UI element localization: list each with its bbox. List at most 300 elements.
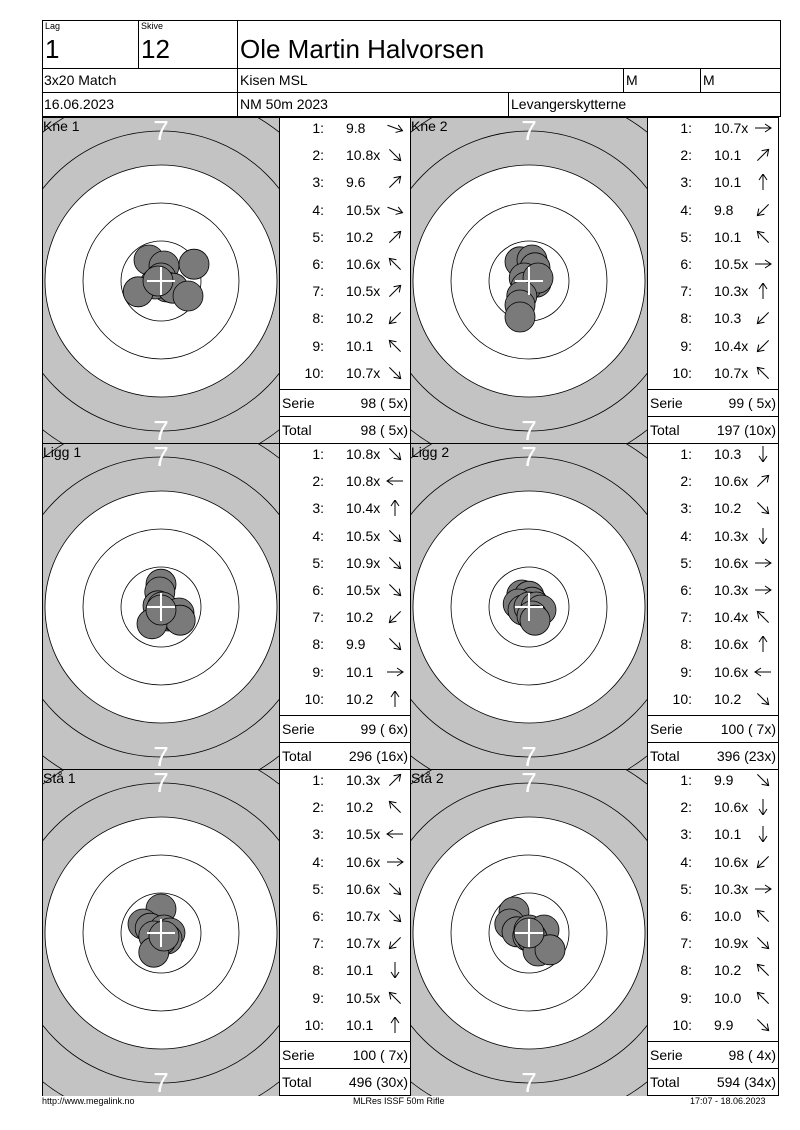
shot-score: 10.2 [346, 799, 374, 816]
shot-number: 6: [312, 582, 324, 598]
serie-label: Serie [282, 721, 315, 737]
shot-row [648, 852, 778, 872]
shot-number: 7: [680, 609, 692, 626]
direction-arrow-icon [752, 174, 774, 190]
serie-label: Serie [650, 721, 683, 737]
shot-score: 10.7x [346, 908, 381, 924]
ring-number: 7 [153, 741, 169, 770]
direction-arrow-icon [384, 500, 406, 516]
ring-number: 7 [153, 118, 169, 146]
shot-score: 10.6x [346, 256, 381, 272]
shot-score: 10.5x [346, 527, 381, 544]
divider [623, 68, 624, 92]
shot-score: 10.5x [346, 582, 381, 598]
direction-arrow-icon [752, 881, 774, 897]
direction-arrow-icon [752, 582, 774, 598]
total-label: Total [282, 1074, 312, 1090]
shot-score: 9.8 [346, 120, 366, 136]
ring-number: 7 [153, 415, 169, 444]
series-name: Kne 1 [43, 118, 80, 134]
ring-number: 8 [623, 267, 639, 298]
shot-number: 5: [680, 228, 692, 245]
direction-arrow-icon [752, 935, 774, 951]
shot-score: 10.1 [346, 962, 374, 979]
shot-score: 10.5x [346, 201, 381, 218]
direction-arrow-icon [752, 256, 774, 272]
range-name: Levangerskytterne [511, 96, 627, 112]
total-value: 496 (30x) [348, 1074, 408, 1090]
shot-number: 9: [312, 337, 324, 354]
shot-row [280, 634, 410, 654]
shot-number: 2: [312, 147, 324, 164]
direction-arrow-icon [752, 826, 774, 842]
ring-number: 8 [419, 267, 435, 298]
shot-row [280, 308, 410, 328]
shot-score: 10.5x [714, 256, 749, 272]
shot-score: 10.6x [714, 473, 749, 490]
ring-number: 8 [153, 695, 169, 726]
shot-row [280, 906, 410, 926]
shot-number: 5: [312, 554, 324, 571]
shot-number: 5: [312, 880, 324, 897]
skive-value: 12 [141, 34, 170, 64]
shot-score: 9.8 [714, 201, 734, 218]
direction-arrow-icon [384, 799, 406, 815]
total-label: Total [282, 748, 312, 764]
shot-row [648, 770, 778, 790]
shot-number: 8: [312, 636, 324, 653]
shot-row [280, 227, 410, 247]
shot-number: 7: [312, 935, 324, 952]
shot-row [648, 933, 778, 953]
shot-number: 3: [312, 826, 324, 843]
target-image [411, 770, 647, 1096]
shot-number: 9: [312, 663, 324, 680]
shot-score: 10.2 [346, 609, 374, 626]
shot-number: 8: [312, 962, 324, 979]
shot-score: 10.6x [714, 636, 749, 653]
ring-number: 8 [51, 593, 67, 624]
direction-arrow-icon [752, 664, 774, 680]
direction-arrow-icon [752, 446, 774, 462]
direction-arrow-icon [752, 229, 774, 245]
target-image [43, 770, 279, 1096]
shot-score: 10.0 [714, 989, 742, 1006]
total-label: Total [282, 422, 312, 438]
ring-number: 7 [521, 415, 537, 444]
shot-row [648, 444, 778, 464]
ring-number: 8 [255, 267, 271, 298]
shot-row [280, 879, 410, 899]
shot-row [280, 336, 410, 356]
shot-row [648, 471, 778, 491]
ring-number: 8 [623, 919, 639, 950]
footer-timestamp: 17:07 - 18.06.2023 [690, 1096, 766, 1106]
direction-arrow-icon [752, 310, 774, 326]
direction-arrow-icon [384, 147, 406, 163]
shot-row [280, 852, 410, 872]
ring-number: 8 [623, 593, 639, 624]
shot-number: 4: [312, 527, 324, 544]
direction-arrow-icon [384, 473, 406, 489]
shot-hit [520, 605, 550, 635]
shot-row [648, 200, 778, 220]
shot-number: 9: [680, 337, 692, 354]
skive-label: Skive [141, 21, 164, 31]
shot-score: 10.3 [714, 310, 742, 327]
direction-arrow-icon [384, 174, 406, 190]
shot-row [280, 1015, 410, 1035]
shot-number: 5: [680, 554, 692, 571]
shot-score: 10.6x [714, 554, 749, 571]
target-image [411, 444, 647, 770]
total-row [280, 417, 410, 443]
serie-row [648, 716, 778, 742]
shot-score: 10.7x [714, 120, 749, 136]
shot-row [648, 172, 778, 192]
shot-row [648, 607, 778, 627]
shot-score: 10.8x [346, 446, 381, 462]
ring-number: 8 [153, 489, 169, 520]
shot-score: 10.4x [714, 337, 749, 354]
shot-score: 10.9x [346, 554, 381, 571]
shot-score: 10.1 [714, 174, 742, 191]
shot-hit [179, 249, 209, 279]
shot-number: 2: [680, 147, 692, 164]
shot-number: 10: [672, 690, 692, 707]
shot-number: 4: [312, 853, 324, 870]
direction-arrow-icon [384, 664, 406, 680]
direction-arrow-icon [384, 528, 406, 544]
direction-arrow-icon [752, 365, 774, 381]
shot-row [280, 553, 410, 573]
direction-arrow-icon [384, 609, 406, 625]
shot-number: 7: [312, 283, 324, 300]
divider [700, 68, 701, 92]
direction-arrow-icon [752, 283, 774, 299]
total-row [280, 1069, 410, 1095]
ring-number: 8 [521, 369, 537, 400]
shot-score: 10.2 [346, 690, 374, 707]
shot-row [280, 933, 410, 953]
shot-row [648, 254, 778, 274]
shot-number: 1: [312, 772, 324, 788]
ring-number: 8 [521, 815, 537, 846]
shot-number: 10: [672, 364, 692, 381]
ring-number: 8 [51, 267, 67, 298]
footer-software: MLRes ISSF 50m Rifle [353, 1096, 445, 1106]
lag-label: Lag [45, 21, 61, 31]
shot-row [280, 363, 410, 383]
program-name: 3x20 Match [44, 72, 117, 88]
ring-number: 8 [255, 593, 271, 624]
direction-arrow-icon [384, 582, 406, 598]
shot-number: 4: [680, 201, 692, 218]
direction-arrow-icon [752, 609, 774, 625]
serie-value: 100 ( 7x) [352, 1047, 408, 1063]
shot-score: 10.5x [346, 283, 381, 300]
shot-row [280, 988, 410, 1008]
ring-number: 8 [153, 163, 169, 194]
shot-score: 10.6x [714, 663, 749, 680]
serie-value: 98 ( 4x) [728, 1047, 776, 1063]
shot-score: 10.3x [714, 527, 749, 544]
shot-number: 7: [680, 935, 692, 952]
serie-value: 99 ( 5x) [728, 395, 776, 411]
shot-number: 10: [304, 690, 324, 707]
shot-row [280, 281, 410, 301]
direction-arrow-icon [752, 202, 774, 218]
shot-score: 10.5x [346, 826, 381, 843]
direction-arrow-icon [752, 691, 774, 707]
shot-number: 10: [304, 364, 324, 381]
shot-number: 1: [312, 446, 324, 462]
shot-row [648, 498, 778, 518]
shot-score: 10.1 [346, 337, 374, 354]
shot-number: 4: [680, 527, 692, 544]
serie-row [648, 390, 778, 416]
shot-number: 6: [680, 908, 692, 924]
shot-row [280, 770, 410, 790]
divider [237, 20, 238, 117]
shot-row [648, 906, 778, 926]
target-image [43, 118, 279, 444]
shot-row [648, 281, 778, 301]
shot-score: 10.6x [714, 853, 749, 870]
ring-number: 8 [153, 1021, 169, 1052]
shot-row [280, 689, 410, 709]
shot-row [280, 471, 410, 491]
serie-row [648, 1042, 778, 1068]
shot-number: 9: [680, 663, 692, 680]
shot-number: 5: [680, 880, 692, 897]
shot-row [648, 580, 778, 600]
date: 16.06.2023 [44, 96, 115, 112]
shot-number: 1: [680, 446, 692, 462]
series-name: Ligg 1 [43, 444, 82, 460]
shot-row [280, 498, 410, 518]
target-image [43, 444, 279, 770]
shot-score: 10.7x [714, 364, 749, 381]
shot-score: 10.6x [714, 799, 749, 816]
divider [42, 92, 781, 93]
shot-hit [505, 302, 535, 332]
target-image [411, 118, 647, 444]
shot-number: 6: [312, 908, 324, 924]
ring-number: 8 [419, 919, 435, 950]
shot-row [280, 662, 410, 682]
direction-arrow-icon [384, 636, 406, 652]
shot-score: 10.3 [714, 446, 742, 462]
serie-label: Serie [282, 1047, 315, 1063]
direction-arrow-icon [384, 120, 406, 136]
ring-number: 7 [153, 1067, 169, 1096]
shot-number: 8: [312, 310, 324, 327]
direction-arrow-icon [752, 120, 774, 136]
shot-score: 10.3x [346, 772, 381, 788]
total-row [648, 417, 778, 443]
direction-arrow-icon [752, 962, 774, 978]
shot-hit [173, 281, 203, 311]
shot-number: 9: [312, 989, 324, 1006]
shot-number: 6: [680, 582, 692, 598]
shot-score: 10.3x [714, 880, 749, 897]
direction-arrow-icon [384, 256, 406, 272]
shot-number: 7: [312, 609, 324, 626]
serie-label: Serie [282, 395, 315, 411]
shot-score: 10.4x [346, 500, 381, 517]
ring-number: 7 [153, 770, 169, 798]
shot-number: 1: [312, 120, 324, 136]
shot-row [280, 526, 410, 546]
shot-number: 3: [312, 500, 324, 517]
shot-score: 10.9x [714, 935, 749, 952]
ring-number: 7 [521, 741, 537, 770]
shot-number: 2: [312, 473, 324, 490]
shot-score: 10.2 [714, 500, 742, 517]
shot-row [648, 634, 778, 654]
direction-arrow-icon [384, 826, 406, 842]
direction-arrow-icon [384, 446, 406, 462]
shot-score: 10.1 [346, 663, 374, 680]
direction-arrow-icon [752, 772, 774, 788]
shot-score: 9.9 [346, 636, 366, 653]
shot-number: 4: [312, 201, 324, 218]
footer-url: http://www.megalink.no [42, 1096, 135, 1106]
shot-row [648, 879, 778, 899]
ring-number: 8 [521, 1021, 537, 1052]
ring-number: 8 [153, 815, 169, 846]
shot-score: 9.9 [714, 772, 734, 788]
shot-score: 10.3x [714, 283, 749, 300]
total-label: Total [650, 1074, 680, 1090]
shot-number: 4: [680, 853, 692, 870]
shot-row [280, 200, 410, 220]
shot-number: 3: [680, 826, 692, 843]
shot-number: 1: [680, 120, 692, 136]
shot-row [648, 308, 778, 328]
direction-arrow-icon [752, 338, 774, 354]
shot-row [648, 227, 778, 247]
ring-number: 7 [521, 770, 537, 798]
shot-score: 10.2 [346, 228, 374, 245]
serie-row [280, 390, 410, 416]
serie-value: 98 ( 5x) [360, 395, 408, 411]
direction-arrow-icon [752, 854, 774, 870]
shot-score: 10.2 [714, 690, 742, 707]
ring-number: 8 [521, 695, 537, 726]
shot-number: 2: [680, 473, 692, 490]
total-row [648, 1069, 778, 1095]
serie-row [280, 716, 410, 742]
shot-score: 10.2 [714, 962, 742, 979]
competition-name: NM 50m 2023 [240, 96, 328, 112]
total-value: 396 (23x) [716, 748, 776, 764]
ring-number: 8 [419, 593, 435, 624]
ring-number: 8 [51, 919, 67, 950]
shot-score: 9.9 [714, 1016, 734, 1033]
direction-arrow-icon [752, 147, 774, 163]
direction-arrow-icon [752, 555, 774, 571]
shot-row [648, 1015, 778, 1035]
shot-number: 10: [672, 1016, 692, 1033]
ring-number: 8 [153, 369, 169, 400]
lag-value: 1 [45, 34, 60, 64]
shot-row [280, 145, 410, 165]
shot-row [280, 607, 410, 627]
serie-value: 100 ( 7x) [720, 721, 776, 737]
shot-score: 10.1 [346, 1016, 374, 1033]
shot-row [280, 580, 410, 600]
total-value: 98 ( 5x) [360, 422, 408, 438]
direction-arrow-icon [384, 229, 406, 245]
total-value: 197 (10x) [716, 422, 776, 438]
shot-number: 6: [680, 256, 692, 272]
series-name: Ligg 2 [411, 444, 450, 460]
shot-score: 10.5x [346, 989, 381, 1006]
shot-number: 3: [312, 174, 324, 191]
shot-score: 10.0 [714, 908, 742, 924]
divider [508, 92, 509, 117]
shot-number: 5: [312, 228, 324, 245]
total-row [280, 743, 410, 769]
series-name: Kne 2 [411, 118, 448, 134]
shot-score: 10.7x [346, 364, 381, 381]
shot-score: 10.1 [714, 826, 742, 843]
class-1: M [626, 72, 638, 88]
direction-arrow-icon [384, 555, 406, 571]
shot-number: 8: [680, 636, 692, 653]
direction-arrow-icon [384, 202, 406, 218]
total-value: 296 (16x) [348, 748, 408, 764]
shot-row [280, 172, 410, 192]
total-label: Total [650, 422, 680, 438]
shot-number: 8: [680, 962, 692, 979]
total-label: Total [650, 748, 680, 764]
direction-arrow-icon [384, 365, 406, 381]
shot-row [648, 118, 778, 138]
direction-arrow-icon [752, 990, 774, 1006]
shot-score: 10.1 [714, 228, 742, 245]
shot-score: 10.7x [346, 935, 381, 952]
shot-row [280, 118, 410, 138]
shot-row [280, 254, 410, 274]
shot-score: 9.6 [346, 174, 366, 191]
shot-row [648, 363, 778, 383]
shot-number: 2: [312, 799, 324, 816]
direction-arrow-icon [384, 338, 406, 354]
direction-arrow-icon [384, 691, 406, 707]
direction-arrow-icon [752, 500, 774, 516]
direction-arrow-icon [384, 1017, 406, 1033]
shot-score: 10.3x [714, 582, 749, 598]
direction-arrow-icon [752, 1017, 774, 1033]
direction-arrow-icon [752, 908, 774, 924]
shooter-name: Ole Martin Halvorsen [240, 34, 485, 64]
ring-number: 7 [153, 444, 169, 472]
divider [138, 20, 139, 68]
shot-hit [149, 921, 179, 951]
shot-row [648, 526, 778, 546]
shot-number: 9: [680, 989, 692, 1006]
shot-score: 10.2 [346, 310, 374, 327]
direction-arrow-icon [752, 528, 774, 544]
shot-number: 1: [680, 772, 692, 788]
shot-row [648, 553, 778, 573]
shot-number: 6: [312, 256, 324, 272]
direction-arrow-icon [384, 854, 406, 870]
shot-row [280, 444, 410, 464]
